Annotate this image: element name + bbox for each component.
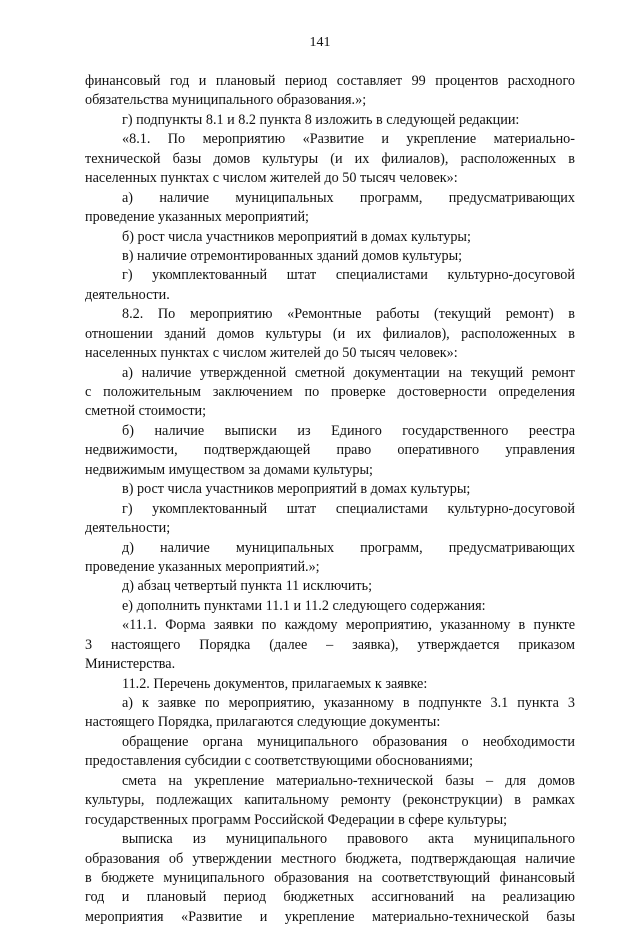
text-line: в бюджете муниципального образования на соответствующий финансовый: [85, 869, 575, 886]
text-line: культуры, подлежащих капитальному ремонту (реконструкции) в рамках: [85, 792, 575, 809]
text-line: д) абзац четвертый пункта 11 исключить;: [122, 578, 373, 595]
text-line: населенных пунктах с числом жителей до 50 тысяч человек»:: [85, 345, 458, 362]
text-line: 11.2. Перечень документов, прилагаемых к заявке:: [122, 675, 428, 692]
text-line: мероприятия «Развитие и укрепление материально-технической базы: [85, 908, 575, 925]
text-line: 8.2. По мероприятию «Ремонтные работы (текущий ремонт) в: [122, 306, 575, 323]
text-line: отношении зданий домов культуры (и их филиалов), расположенных в: [85, 325, 575, 342]
text-line: г) укомплектованный штат специалистами культурно-досуговой: [122, 267, 575, 284]
text-line: б) рост числа участников мероприятий в домах культуры;: [122, 228, 471, 245]
text-line: б) наличие выписки из Единого государственного реестра: [122, 422, 575, 439]
text-line: технической базы домов культуры (и их филиалов), расположенных в: [85, 150, 575, 167]
text-line: Министерства.: [85, 656, 176, 673]
text-line: г) укомплектованный штат специалистами культурно-досуговой: [122, 500, 575, 517]
text-line: образования об утверждении местного бюджета, подтверждающая наличие: [85, 850, 575, 867]
text-line: выписка из муниципального правового акта муниципального: [122, 831, 575, 848]
text-line: финансовый год и плановый период составляет 99 процентов расходного: [85, 73, 575, 89]
page-number: 141: [309, 35, 331, 50]
text-line: настоящего Порядка, прилагаются следующие документы:: [85, 714, 441, 731]
text-line: обращение органа муниципального образования о необходимости: [122, 733, 575, 750]
text-line: смета на укрепление материально-технической базы – для домов: [122, 772, 575, 789]
text-line: а) наличие муниципальных программ, предусматривающих: [122, 189, 575, 206]
text-line: с положительным заключением по проверке достоверности определения: [85, 384, 575, 400]
text-line: «11.1. Форма заявки по каждому мероприятию, указанному в пункте: [122, 617, 575, 634]
text-line: сметной стоимости;: [85, 403, 207, 420]
text-line: е) дополнить пунктами 11.1 и 11.2 следующего содержания:: [122, 597, 486, 614]
text-line: г) подпункты 8.1 и 8.2 пункта 8 изложить в следующей редакции:: [122, 111, 520, 128]
text-line: деятельности;: [85, 520, 171, 537]
text-line: 3 настоящего Порядка (далее – заявка), утверждается приказом: [85, 636, 575, 653]
text-line: недвижимым имуществом за домами культуры;: [85, 461, 373, 478]
text-line: год и плановый период бюджетных ассигнований на реализацию: [85, 889, 575, 906]
text-line: проведение указанных мероприятий.»;: [85, 558, 320, 575]
text-line: д) наличие муниципальных программ, предусматривающих: [122, 539, 575, 556]
text-line: недвижимости, подтверждающей право оперативного управления: [85, 442, 575, 459]
text-line: обязательства муниципального образования.»;: [85, 92, 367, 109]
text-line: в) наличие отремонтированных зданий домов культуры;: [122, 247, 463, 264]
document-body: [85, 72, 575, 927]
text-line: проведение указанных мероприятий;: [85, 209, 309, 226]
text-line: населенных пунктах с числом жителей до 50 тысяч человек»:: [85, 170, 458, 187]
text-line: деятельности.: [85, 286, 170, 303]
text-line: в) рост числа участников мероприятий в домах культуры;: [122, 481, 471, 498]
text-line: а) к заявке по мероприятию, указанному в подпункте 3.1 пункта 3: [122, 695, 575, 711]
text-line: а) наличие утвержденной сметной документации на текущий ремонт: [122, 364, 575, 381]
text-line: «8.1. По мероприятию «Развитие и укрепление материально-: [122, 131, 575, 148]
text-line: предоставления субсидии с соответствующими обоснованиями;: [85, 753, 474, 770]
text-line: государственных программ Российской Федерации в сфере культуры;: [85, 811, 508, 828]
